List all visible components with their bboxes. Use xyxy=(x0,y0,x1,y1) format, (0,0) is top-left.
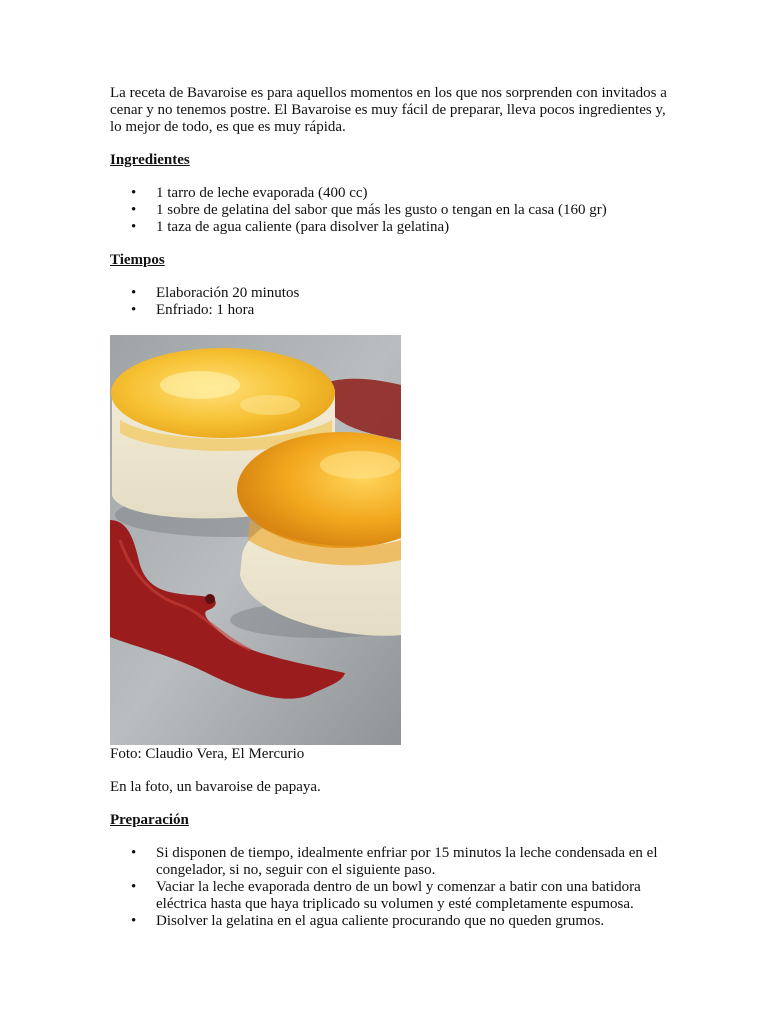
bullet-icon: • xyxy=(131,879,137,895)
list-item-text: 1 sobre de gelatina del sabor que más les gusto o tengan en la casa (160 gr) xyxy=(156,202,607,218)
list-item xyxy=(110,845,670,879)
bullet-icon: • xyxy=(131,302,137,318)
list-item-text: Si disponen de tiempo, idealmente enfriar por 15 minutos la leche condensada en el congelador, si no, seguir con el siguiente paso. xyxy=(156,845,658,878)
document-page xyxy=(110,85,670,946)
bullet-icon: • xyxy=(131,845,137,861)
list-item xyxy=(110,879,670,913)
preparation-heading: Preparación xyxy=(110,812,189,828)
list-item-text: Vaciar la leche evaporada dentro de un bowl y comenzar a batir con una batidora eléctrica hasta que haya triplicado su volumen y esté completamente espumosa. xyxy=(156,879,641,912)
list-item xyxy=(110,185,670,202)
bullet-icon: • xyxy=(131,185,137,201)
list-item xyxy=(110,219,670,236)
photo-description: En la foto, un bavaroise de papaya. xyxy=(110,779,321,795)
intro-paragraph: La receta de Bavaroise es para aquellos momentos en los que nos sorprenden con invitados a cenar y no tenemos postre. El Bavaroise es muy fácil de preparar, lleva pocos ingredientes y, lo mejor de todo, es que es muy rápida. xyxy=(110,85,667,135)
bullet-icon: • xyxy=(131,913,137,929)
dessert-photo xyxy=(110,335,401,745)
list-item-text: 1 taza de agua caliente (para disolver la gelatina) xyxy=(156,219,450,235)
ingredients-heading: Ingredientes xyxy=(110,152,190,168)
list-item-text: Enfriado: 1 hora xyxy=(156,302,255,318)
list-item-text: Elaboración 20 minutos xyxy=(156,285,300,301)
list-item-text: Disolver la gelatina en el agua caliente procurando que no queden grumos. xyxy=(156,913,605,929)
bullet-icon: • xyxy=(131,219,137,235)
times-list xyxy=(110,285,670,319)
list-item xyxy=(110,913,670,930)
list-item-text: 1 tarro de leche evaporada (400 cc) xyxy=(156,185,368,201)
ingredients-list xyxy=(110,185,670,236)
preparation-list xyxy=(110,845,670,930)
photo-caption: Foto: Claudio Vera, El Mercurio xyxy=(110,746,305,762)
list-item xyxy=(110,202,670,219)
times-heading: Tiempos xyxy=(110,252,165,268)
list-item xyxy=(110,285,670,302)
bullet-icon: • xyxy=(131,202,137,218)
list-item xyxy=(110,302,670,319)
bullet-icon: • xyxy=(131,285,137,301)
